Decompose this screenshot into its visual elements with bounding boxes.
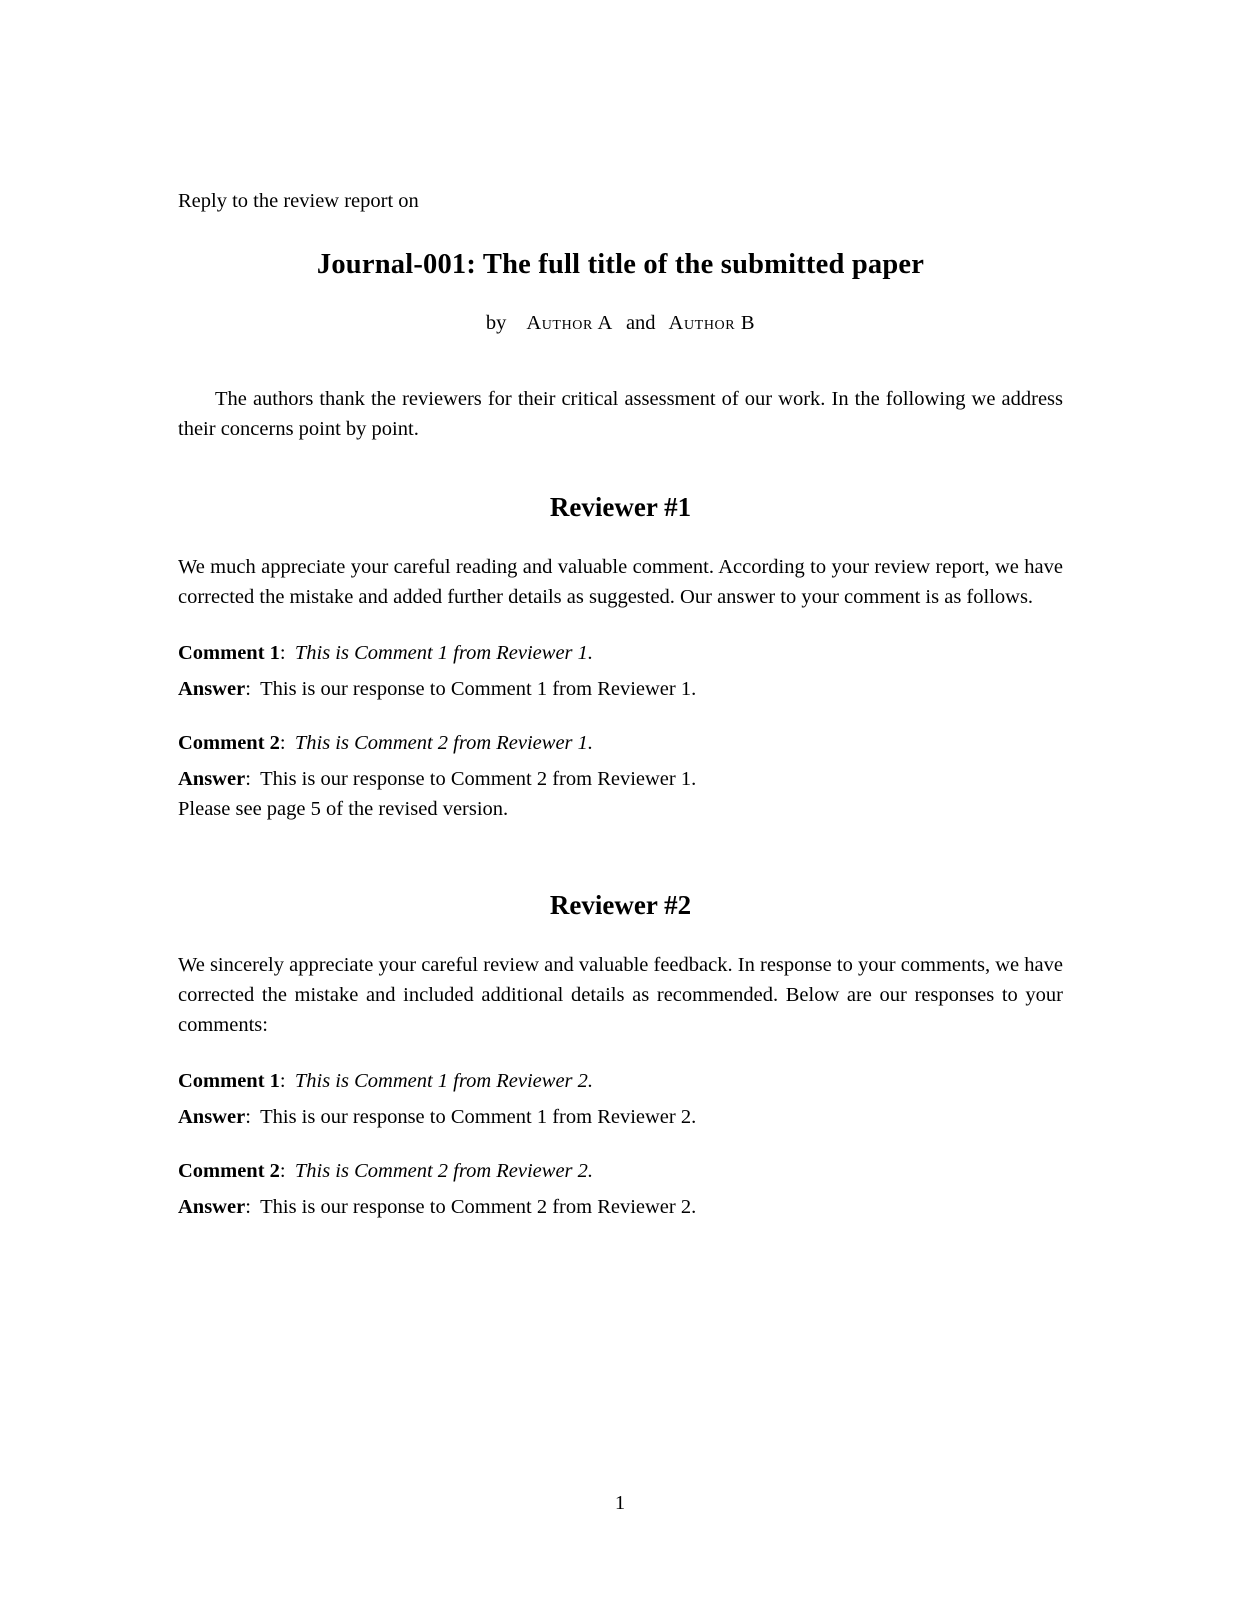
reviewer-1-heading: Reviewer #1 — [549, 492, 692, 522]
answer-line — [178, 674, 1063, 704]
comment-label: Comment 1 — [178, 1070, 280, 1092]
colon: : — [245, 768, 251, 790]
comment-label: Comment 1 — [178, 642, 280, 664]
comment-text: This is Comment 2 from Reviewer 1. — [294, 732, 594, 754]
byline-and: and — [625, 312, 656, 334]
page-number: 1 — [614, 1492, 626, 1514]
paper-title: Journal-001: The full title of the submitted paper — [316, 249, 925, 280]
answer-label: Answer — [178, 678, 246, 700]
colon: : — [245, 1106, 251, 1128]
answer-line — [178, 1102, 1063, 1132]
answer-text: This is our response to Comment 1 from Reviewer 2. — [260, 1106, 697, 1128]
comment-line — [178, 638, 1063, 668]
author-a: Author A — [526, 312, 613, 334]
answer-line — [178, 764, 1063, 824]
answer-label: Answer — [178, 768, 246, 790]
reviewer-1-item-1 — [178, 638, 1063, 704]
answer-note: Please see page 5 of the revised version. — [178, 798, 509, 820]
byline-by: by — [485, 312, 507, 334]
preamble-line: Reply to the review report on — [178, 190, 419, 212]
colon: : — [279, 732, 286, 754]
byline — [178, 308, 1063, 338]
reviewer-1-intro: We much appreciate your careful reading and valuable comment. According to your review report, we have corrected the mistake and added further details as suggested. Our answer to your comment is as follows. — [178, 556, 1063, 608]
answer-line — [178, 1192, 1063, 1222]
comment-text: This is Comment 1 from Reviewer 2. — [294, 1070, 594, 1092]
answer-text: This is our response to Comment 2 from Reviewer 1. — [260, 768, 697, 790]
comment-text: This is Comment 2 from Reviewer 2. — [294, 1160, 594, 1182]
colon: : — [279, 1070, 286, 1092]
reviewer-2-item-1 — [178, 1066, 1063, 1132]
comment-line — [178, 728, 1063, 758]
author-b: Author B — [668, 312, 756, 334]
reviewer-2-item-2 — [178, 1156, 1063, 1222]
reviewer-1-item-2 — [178, 728, 1063, 824]
intro-paragraph: The authors thank the reviewers for their critical assessment of our work. In the following we address their concerns point by point. — [178, 388, 1063, 440]
comment-label: Comment 2 — [178, 732, 280, 754]
answer-label: Answer — [178, 1196, 246, 1218]
reviewer-1-section — [178, 488, 1063, 824]
answer-text: This is our response to Comment 2 from Reviewer 2. — [260, 1196, 697, 1218]
comment-line — [178, 1066, 1063, 1096]
answer-text: This is our response to Comment 1 from Reviewer 1. — [260, 678, 697, 700]
reviewer-2-intro: We sincerely appreciate your careful review and valuable feedback. In response to your comments, we have corrected the mistake and included additional details as recommended. Below are our responses to your comments: — [178, 954, 1063, 1036]
colon: : — [279, 1160, 286, 1182]
comment-label: Comment 2 — [178, 1160, 280, 1182]
colon: : — [279, 642, 286, 664]
reviewer-2-heading: Reviewer #2 — [549, 890, 692, 920]
colon: : — [245, 1196, 251, 1218]
colon: : — [245, 678, 251, 700]
answer-label: Answer — [178, 1106, 246, 1128]
comment-line — [178, 1156, 1063, 1186]
reviewer-2-section — [178, 886, 1063, 1222]
comment-text: This is Comment 1 from Reviewer 1. — [294, 642, 594, 664]
